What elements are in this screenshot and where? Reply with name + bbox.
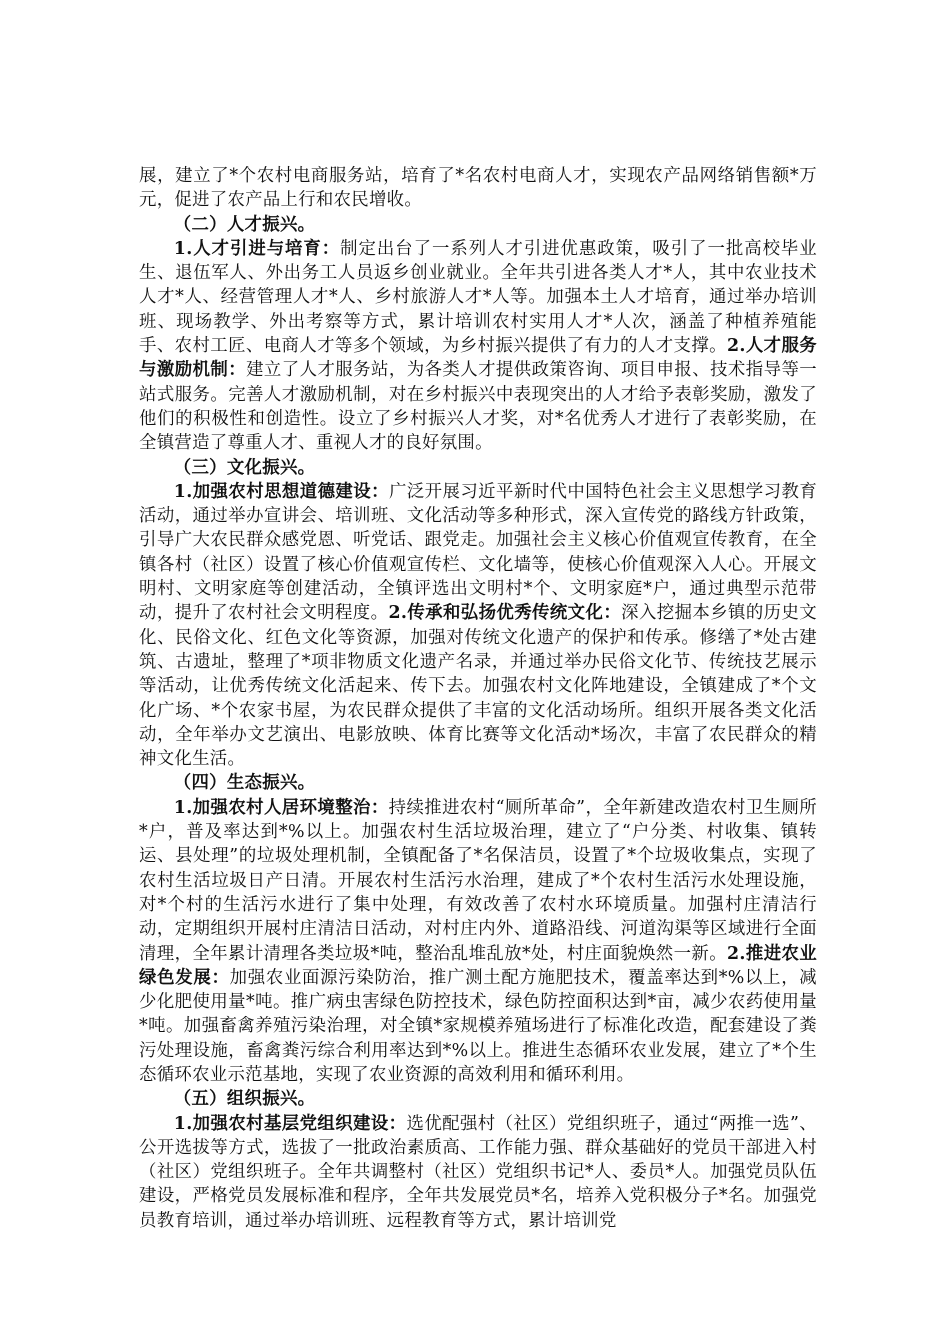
- lead-talent-introduction: 1.人才引进与培育：: [173, 238, 341, 259]
- text-talent-service: 建立了人才服务站，为各类人才提供政策咨询、项目申报、技术指导等一站式服务。完善人才激励机制，对在乡村振兴中表现突出的人才给予表彰奖励，激发了他们的积极性和创造性。设立了乡村振兴人才奖，对*名优秀人才进行了表彰奖励，在全镇营造了尊重人才、重视人才的良好氛围。: [139, 360, 817, 454]
- section-heading-talent: （二）人才振兴。: [173, 214, 316, 235]
- paragraph-e-commerce-continued: 展，建立了*个农村电商服务站，培育了*名农村电商人才，实现农产品网络销售额*万元，促进了农产品上行和农民增收。: [139, 166, 817, 211]
- lead-party-organization: 1.加强农村基层党组织建设：: [173, 1113, 407, 1134]
- text-traditional-culture: 深入挖掘本乡镇的历史文化、民俗文化、红色文化等资源，加强对传统文化遗产的保护和传承。修缮了*处古建筑、古遗址，整理了*项非物质文化遗产名录，并通过举办民俗文化节、传统技艺展示等活动，让优秀传统文化活起来、传下去。加强农村文化阵地建设，全镇建成了*个文化广场、*个农家书屋，为农民群众提供了丰富的文化活动场所。组织开展各类文化活动，全年举办文艺演出、电影放映、体育比赛等文化活动*场次，丰富了农民群众的精神文化生活。: [139, 603, 818, 770]
- paragraph-talent: [139, 237, 817, 456]
- lead-talent-service: 2.人才服务与激励机制：: [139, 336, 817, 381]
- section-heading-organization: （五）组织振兴。: [173, 1089, 316, 1110]
- section-heading-culture: （三）文化振兴。: [173, 457, 316, 478]
- section-heading-ecology: （四）生态振兴。: [173, 773, 316, 794]
- lead-moral-construction: 1.加强农村思想道德建设：: [173, 481, 389, 502]
- document-body: [139, 164, 817, 1233]
- text-moral-construction: 广泛开展习近平新时代中国特色社会主义思想学习教育活动，通过举办宣讲会、培训班、文化活动等多种形式，深入宣传党的路线方针政策，引导广大农民群众感党恩、听党话、跟党走。加强社会主义核心价值观宣传教育，在全镇各村（社区）设置了核心价值观宣传栏、文化墙等，使核心价值观深入人心。开展文明村、文明家庭等创建活动，全镇评选出文明村*个、文明家庭*户，通过典型示范带动，提升了农村社会文明程度。: [139, 481, 818, 624]
- text-party-organization: 选优配强村（社区）党组织班子，通过“两推一选”、公开选拔等方式，选拔了一批政治素质高、工作能力强、群众基础好的党员干部进入村（社区）党组织班子。全年共调整村（社区）党组织书记*人、委员*人。加强党员队伍建设，严格党员发展标准和程序，全年共发展党员*名，培养入党积极分子*名。加强党员教育培训，通过举办培训班、远程教育等方式，累计培训党: [139, 1113, 818, 1231]
- paragraph-culture: [139, 480, 817, 772]
- paragraph-organization: [139, 1112, 817, 1233]
- lead-green-agriculture: 2.推进农业绿色发展：: [139, 943, 817, 988]
- lead-traditional-culture: 2.传承和弘扬优秀传统文化：: [388, 603, 622, 624]
- text-green-agriculture: 加强农业面源污染防治，推广测土配方施肥技术，覆盖率达到*%以上，减少化肥使用量*吨。推广病虫害绿色防控技术，绿色防控面积达到*亩，减少农药使用量*吨。加强畜禽养殖污染治理，对全镇*家规模养殖场进行了标准化改造，配套建设了粪污处理设施，畜禽粪污综合利用率达到*%以上。推进生态循环农业发展，建立了*个生态循环农业示范基地，实现了农业资源的高效利用和循环利用。: [139, 967, 817, 1085]
- paragraph-ecology: [139, 796, 817, 1088]
- text-talent-introduction: 制定出台了一系列人才引进优惠政策，吸引了一批高校毕业生、退伍军人、外出务工人员返乡创业就业。全年共引进各类人才*人，其中农业技术人才*人、经营管理人才*人、乡村旅游人才*人等。加强本土人才培育，通过举办培训班、现场教学、外出考察等方式，累计培训农村实用人才*人次，涵盖了种植养殖能手、农村工匠、电商人才等多个领域，为乡村振兴提供了有力的人才支撑。: [139, 238, 817, 357]
- text-living-environment: 持续推进农村“厕所革命”，全年新建改造农村卫生厕所*户，普及率达到*%以上。加强农村生活垃圾治理，建立了“户分类、村收集、镇转运、县处理”的垃圾处理机制，全镇配备了*名保洁员，设置了*个垃圾收集点，实现了农村生活垃圾日产日清。开展农村生活污水治理，建成了*个农村生活污水处理设施，对*个村的生活污水进行了集中处理，有效改善了农村水环境质量。加强村庄清洁行动，定期组织开展村庄清洁日活动，对村庄内外、道路沿线、河道沟渠等区域进行全面清理，全年累计清理各类垃圾*吨，整治乱堆乱放*处，村庄面貌焕然一新。: [139, 797, 817, 964]
- lead-living-environment: 1.加强农村人居环境整治：: [173, 797, 389, 818]
